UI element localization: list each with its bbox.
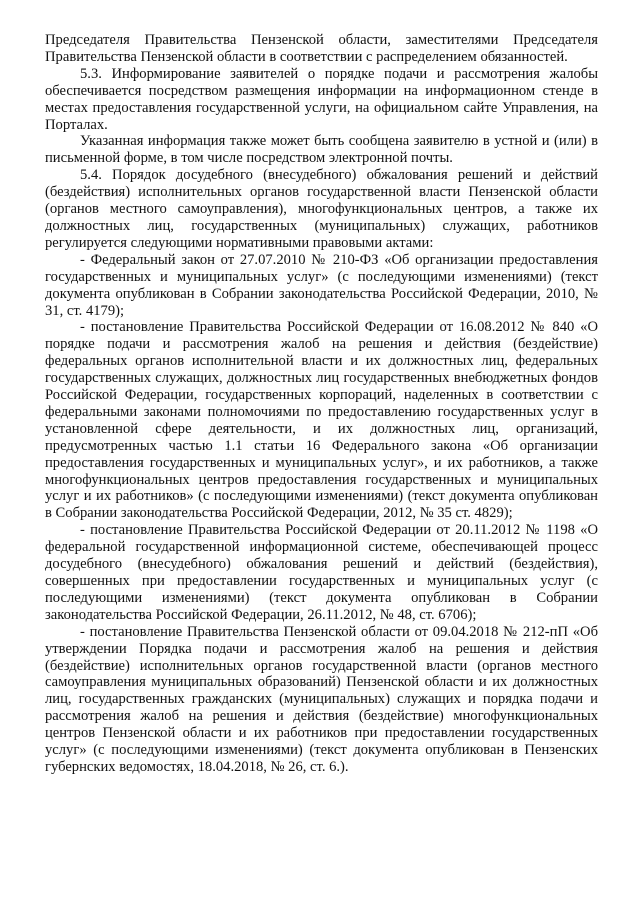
list-item-resolution-1198: - постановление Правительства Российской Федерации от 20.11.2012 № 1198 «О федеральной государственной информационной системе, обеспечивающей процесс досудебного (внесудебного) обжалования решений и действий (бездействия), совершенных при предоставлении государственных и муниципальных услуг (с последующими изменениями) (текст документа опубликован в Собрании законодательства Российской Федерации, 26.11.2012, № 48, ст. 6706); [45,522,598,623]
paragraph-info-channels: Указанная информация также может быть сообщена заявителю в устной и (или) в письменной форме, в том числе посредством электронной почты. [45,133,598,167]
paragraph-continuation: Председателя Правительства Пензенской области, заместителями Председателя Правительства Пензенской области в соответствии с распределением обязанностей. [45,32,598,65]
list-item-federal-law-210: - Федеральный закон от 27.07.2010 № 210-ФЗ «Об организации предоставления государственных и муниципальных услуг» (с последующими изменениями) (текст документа опубликован в Собрании законодательства Российской Федерации, 2010, № 31, ст. 4179); [45,251,598,319]
paragraph-5-3: 5.3. Информирование заявителей о порядке подачи и рассмотрения жалобы обеспечивается посредством размещения информации на информационном стенде в местах предоставления государственной услуги, на официальном сайте Управления, на Порталах. [45,65,598,133]
document-page [45,32,598,776]
paragraph-5-4: 5.4. Порядок досудебного (внесудебного) обжалования решений и действий (бездействия) исполнительных органов государственной власти Пензенской области (органов местного самоуправления), многофункциональных центров, а также их должностных лиц, государственных (муниципальных) служащих, работников регулируется следующими нормативными правовыми актами: [45,167,598,251]
list-item-resolution-840: - постановление Правительства Российской Федерации от 16.08.2012 № 840 «О порядке подачи и рассмотрения жалоб на решения и действия (бездействие) федеральных органов исполнительной власти и их должностных лиц, федеральных государственных служащих, должностных лиц государственных внебюджетных фондов Российской Федерации, государственных корпораций, наделенных в соответствии с федеральными законами полномочиями по предоставлению государственных услуг в установленной сфере деятельности, и их должностных лиц, организаций, предусмотренных частью 1.1 статьи 16 Федерального закона «Об организации предоставления государственных и муниципальных услуг», и их работников, а также многофункциональных центров предоставления государственных и муниципальных услуг и их работников» (с последующими изменениями) (текст документа опубликован в Собрании законодательства Российской Федерации, 2012, № 35 ст. 4829); [45,319,598,522]
list-item-resolution-212: - постановление Правительства Пензенской области от 09.04.2018 № 212-пП «Об утверждении Порядка подачи и рассмотрения жалоб на решения и действия (бездействие) исполнительных органов государственной власти (органов местного самоуправления муниципальных образований) Пензенской области и их должностных лиц, государственных гражданских (муниципальных) служащих и порядка подачи и рассмотрения жалоб на решения и действия (бездействие) многофункциональных центров Пензенской области и их работников при предоставлении государственных услуг» (с последующими изменениями) (текст документа опубликован в Пензенских губернских ведомостях, 18.04.2018, № 26, ст. 6.). [45,623,598,775]
